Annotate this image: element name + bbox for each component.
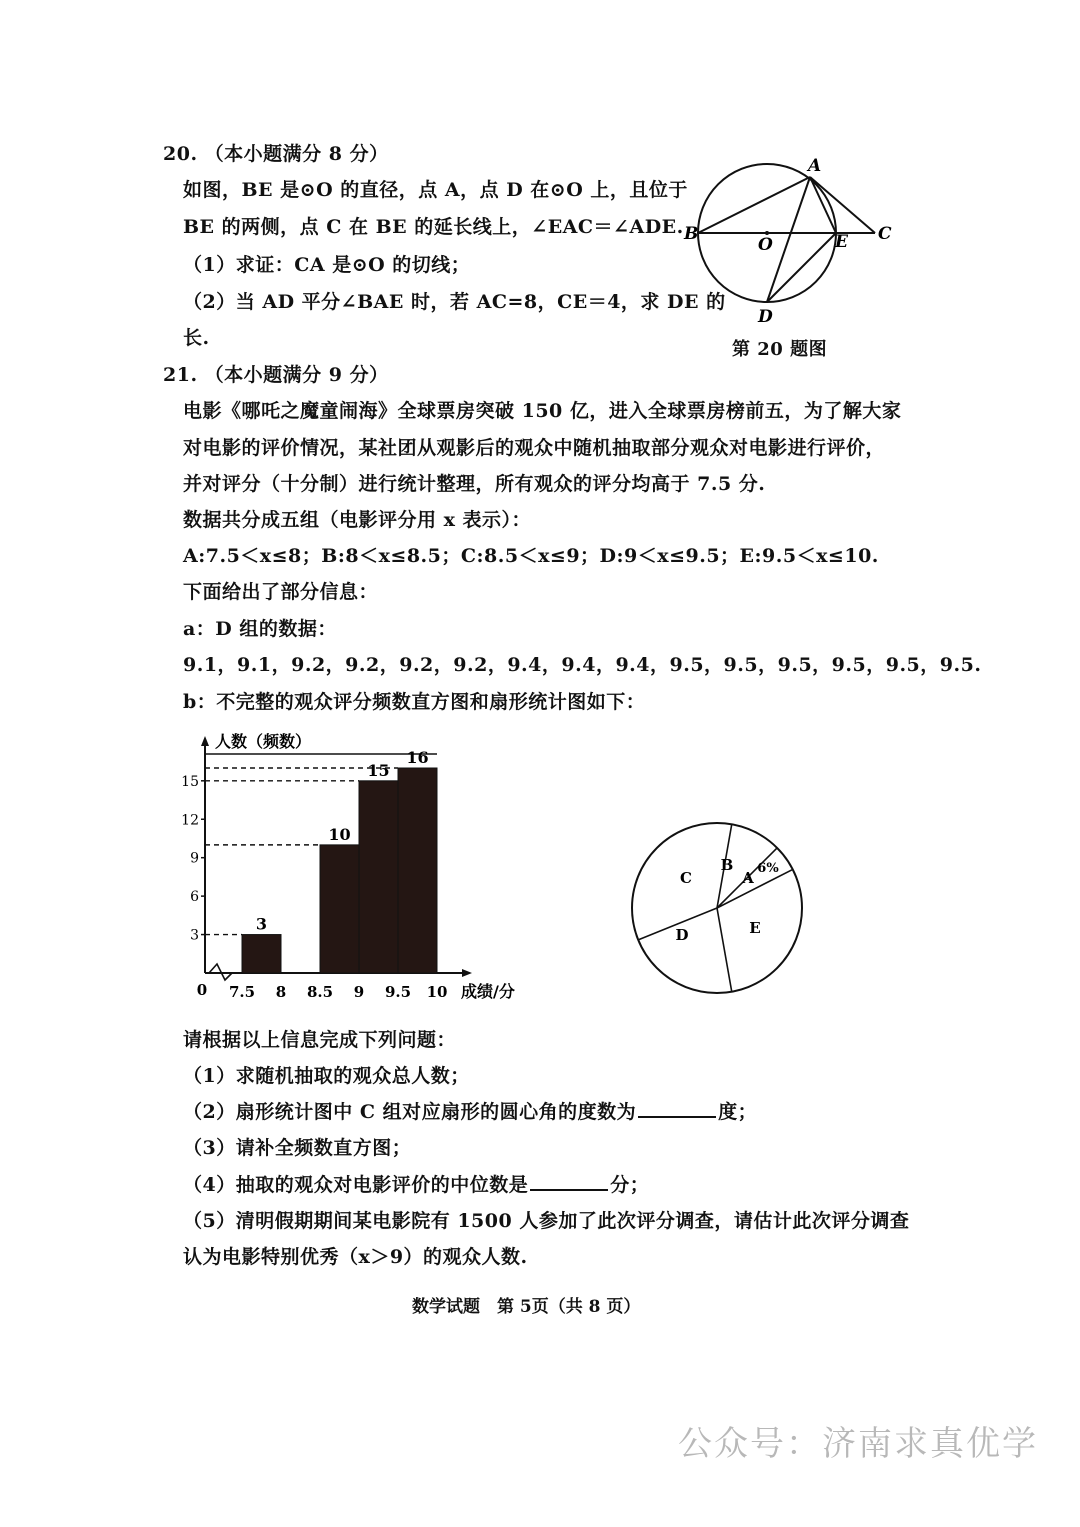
bar-value-label: 10 (328, 824, 351, 844)
histogram-bar (242, 935, 281, 973)
pie-chart (620, 808, 820, 1008)
x-tick-label: 8 (275, 983, 287, 1001)
x-tick-label: 9 (353, 983, 365, 1001)
x-axis-title: 成绩/分 (461, 982, 515, 1001)
label-c: C (878, 224, 892, 244)
y-tick-label: 6 (190, 889, 199, 906)
question-4 (183, 1170, 649, 1197)
q21-info-a: a：D 组的数据： (183, 618, 337, 640)
q20-part-1: （1）求证：CA 是⊙O 的切线； (183, 254, 471, 276)
label-o: O (758, 235, 773, 255)
question-4-unit: 分； (610, 1174, 650, 1196)
label-a: A (808, 156, 822, 176)
q21-header: 21. （本小题满分 9 分） (163, 364, 389, 386)
question-5-line-2: 认为电影特别优秀（x＞9）的观众人数. (183, 1246, 528, 1268)
bar-value-label: 15 (367, 760, 390, 780)
question-4-text: （4）抽取的观众对电影评价的中位数是 (183, 1174, 529, 1196)
y-tick-label: 15 (181, 773, 199, 790)
q21-groups: A:7.5＜x≤8；B:8＜x≤8.5；C:8.5＜x≤9；D:9＜x≤9.5；E:9.5＜x≤10. (183, 545, 879, 567)
question-5-line-1: （5）清明假期期间某电影院有 1500 人参加了此次评分调查，请估计此次评分调查 (183, 1210, 910, 1232)
y-tick-label: 3 (190, 927, 199, 944)
y-tick-label: 9 (190, 850, 199, 867)
answer-blank-2[interactable] (638, 1098, 716, 1118)
q21-info-b: b：不完整的观众评分频数直方图和扇形统计图如下： (183, 691, 646, 713)
question-2-unit: 度； (718, 1101, 758, 1123)
label-d: D (758, 307, 773, 327)
histogram-bar (398, 768, 437, 973)
q20-line-1: 如图，BE 是⊙O 的直径，点 A，点 D 在⊙O 上，且位于 (183, 179, 688, 201)
pie-slice-label: A (742, 869, 754, 887)
x-tick-label: 8.5 (306, 983, 334, 1001)
question-3: （3）请补全频数直方图； (183, 1137, 412, 1159)
label-e: E (835, 232, 848, 252)
segment-ac (810, 177, 875, 233)
page-footer: 数学试题 第 5页（共 8 页） (412, 1297, 641, 1317)
q21-line-4: 数据共分成五组（电影评分用 x 表示）： (183, 509, 532, 531)
question-2-text: （2）扇形统计图中 C 组对应扇形的圆心角的度数为 (183, 1101, 637, 1123)
question-1: （1）求随机抽取的观众总人数； (183, 1065, 470, 1087)
pie-slice-label: D (675, 926, 689, 944)
question-2 (183, 1097, 757, 1124)
frequency-histogram (180, 728, 530, 1008)
pie-slice-label: E (749, 919, 761, 937)
q21-line-3: 并对评分（十分制）进行统计整理，所有观众的评分均高于 7.5 分. (183, 473, 766, 495)
figure-20-caption: 第 20 题图 (732, 339, 828, 360)
pie-slice-label: C (680, 869, 692, 887)
q20-line-2: BE 的两侧，点 C 在 BE 的延长线上，∠EAC＝∠ADE. (183, 216, 684, 238)
q21-line-6: 下面给出了部分信息： (183, 581, 379, 603)
y-axis-title: 人数（频数） (215, 732, 312, 751)
x-tick-label: 10 (426, 983, 448, 1001)
x-axis-arrow (462, 969, 472, 977)
q21-line-2: 对电影的评价情况，某社团从观影后的观众中随机抽取部分观众对电影进行评价， (183, 437, 886, 459)
y-axis-arrow (201, 736, 209, 746)
x-tick-label: 7.5 (228, 983, 256, 1001)
questions-intro: 请根据以上信息完成下列问题： (183, 1029, 457, 1051)
q20-part-2: （2）当 AD 平分∠BAE 时，若 AC=8，CE＝4，求 DE 的 (183, 291, 726, 313)
origin-label: 0 (196, 981, 208, 999)
pie-slice-label: B (720, 856, 734, 874)
q21-line-1: 电影《哪吒之魔童闹海》全球票房突破 150 亿，进入全球票房榜前五，为了解大家 (183, 400, 902, 422)
bar-value-label: 3 (255, 914, 268, 934)
bar-value-label: 16 (406, 748, 429, 767)
y-tick-label: 12 (181, 812, 199, 829)
histogram-bar (320, 845, 359, 973)
segment-ae (810, 177, 836, 233)
watermark: 公众号：济南求真优学 (678, 1424, 1038, 1464)
x-tick-label: 9.5 (384, 983, 412, 1001)
q20-line-5: 长. (183, 327, 210, 349)
q21-d-data: 9.1，9.1，9.2，9.2，9.2，9.2，9.4，9.4，9.4，9.5，9.5，9.5，9.5，9.5，9.5. (183, 654, 982, 676)
answer-blank-4[interactable] (530, 1171, 608, 1191)
q20-header: 20. （本小题满分 8 分） (163, 143, 389, 165)
histogram-bar (359, 781, 398, 973)
label-b: B (684, 224, 699, 244)
pie-slice-value-label: 6% (757, 861, 779, 876)
